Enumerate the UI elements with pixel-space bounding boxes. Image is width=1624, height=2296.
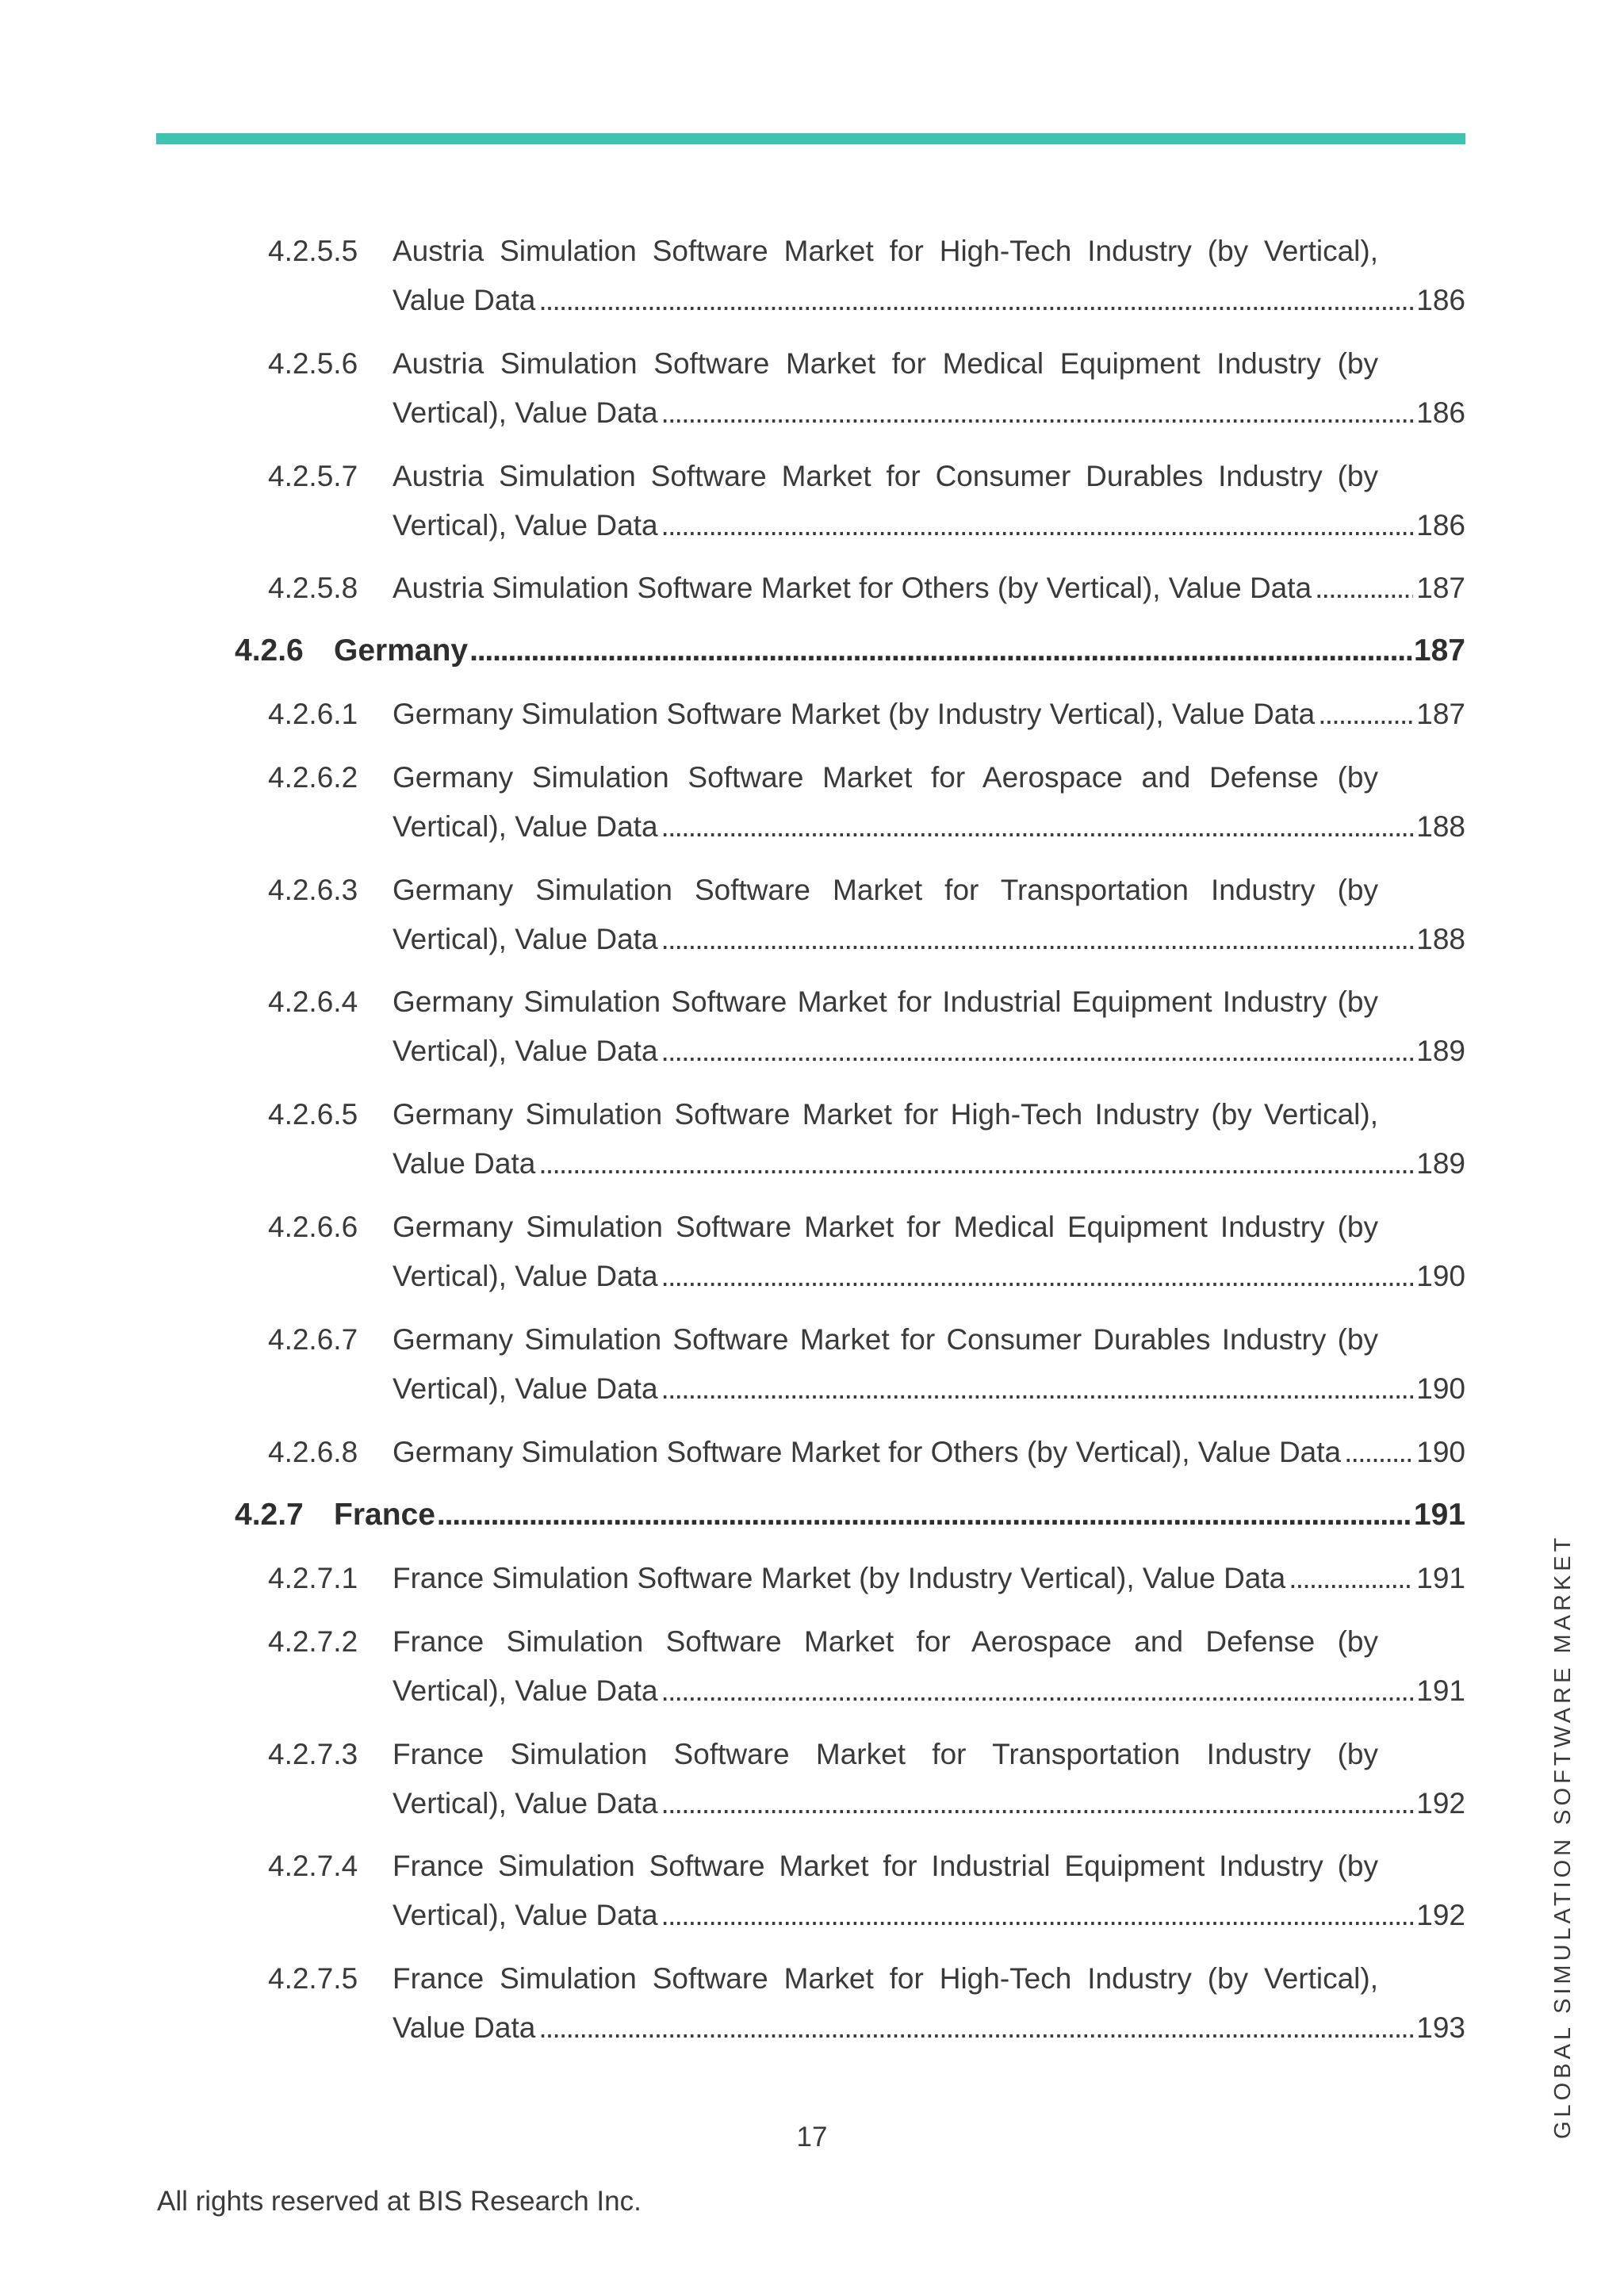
toc-entry-page: 186 bbox=[1416, 396, 1465, 429]
toc-entry-number: 4.2.6.3 bbox=[268, 874, 358, 906]
leader-dots bbox=[661, 388, 1414, 438]
toc-section-page: 191 bbox=[1413, 1498, 1465, 1532]
leader-dots bbox=[469, 626, 1412, 675]
toc-entry-title-line2: Vertical), Value Data bbox=[393, 1899, 658, 1931]
toc-entry-page: 192 bbox=[1416, 1899, 1465, 1931]
toc-entry-page: 193 bbox=[1416, 2011, 1465, 2044]
toc-entry-number: 4.2.5.5 bbox=[268, 235, 358, 267]
toc-entry-page: 186 bbox=[1416, 509, 1465, 541]
toc-entry-title-line2: Vertical), Value Data bbox=[393, 923, 658, 955]
toc-entry-page: 188 bbox=[1416, 923, 1465, 955]
toc-section-title: Germany bbox=[334, 633, 469, 668]
toc-entry-page: 191 bbox=[1416, 1674, 1465, 1707]
toc-entry-number: 4.2.7.3 bbox=[268, 1738, 358, 1770]
toc-section-page: 187 bbox=[1413, 633, 1465, 668]
toc-entry-title-line1: France Simulation Software Market for Transportation Industry (by bbox=[393, 1738, 1378, 1770]
toc-entry-title-line2: Value Data bbox=[393, 284, 536, 316]
toc-entry-number: 4.2.6.1 bbox=[268, 698, 358, 730]
toc-section-number: 4.2.6 bbox=[235, 633, 304, 668]
toc-entry-title-line2: Vertical), Value Data bbox=[393, 1035, 658, 1067]
toc-entry-number: 4.2.6.5 bbox=[268, 1098, 358, 1131]
toc-entry-title-line1: Germany Simulation Software Market for High-Tech Industry (by Vertical), bbox=[393, 1098, 1378, 1131]
side-running-title: GLOBAL SIMULATION SOFTWARE MARKET bbox=[1550, 1533, 1576, 2139]
toc-entry-number: 4.2.7.1 bbox=[268, 1562, 358, 1594]
leader-dots bbox=[661, 1252, 1414, 1301]
toc-entry-number: 4.2.5.6 bbox=[268, 347, 358, 380]
toc-entry-title-line2: Vertical), Value Data bbox=[393, 810, 658, 843]
toc-entry-number: 4.2.6.2 bbox=[268, 761, 358, 794]
toc-entry-page: 188 bbox=[1416, 810, 1465, 843]
leader-dots bbox=[661, 501, 1414, 550]
toc-entry-title-line1: Germany Simulation Software Market for Aerospace and Defense (by bbox=[393, 761, 1378, 794]
toc-entry-title-line2: Vertical), Value Data bbox=[393, 1260, 658, 1292]
toc-entry-title: France Simulation Software Market (by Industry Vertical), Value Data bbox=[393, 1562, 1286, 1594]
toc-entry-number: 4.2.6.8 bbox=[268, 1436, 358, 1468]
toc-entry-number: 4.2.6.7 bbox=[268, 1323, 358, 1356]
toc-entry-title-line1: Germany Simulation Software Market for Consumer Durables Industry (by bbox=[393, 1323, 1378, 1356]
leader-dots bbox=[661, 1027, 1414, 1076]
toc-entry-title-line2: Vertical), Value Data bbox=[393, 1787, 658, 1820]
toc-entry-title-line1: France Simulation Software Market for Aerospace and Defense (by bbox=[393, 1625, 1378, 1658]
toc-entry-title: Germany Simulation Software Market (by Industry Vertical), Value Data bbox=[393, 698, 1316, 730]
toc-entry-number: 4.2.5.8 bbox=[268, 572, 358, 604]
toc-entry-page: 192 bbox=[1416, 1787, 1465, 1820]
toc-entry-title-line2: Vertical), Value Data bbox=[393, 1674, 658, 1707]
toc-entry-number: 4.2.7.2 bbox=[268, 1625, 358, 1658]
toc-entry-number: 4.2.6.6 bbox=[268, 1211, 358, 1243]
toc-entry-title-line1: Germany Simulation Software Market for Medical Equipment Industry (by bbox=[393, 1211, 1378, 1243]
toc-entry-page: 189 bbox=[1416, 1035, 1465, 1067]
leader-dots bbox=[1315, 564, 1413, 613]
toc-entry-title-line2: Vertical), Value Data bbox=[393, 509, 658, 541]
leader-dots bbox=[1289, 1554, 1413, 1603]
toc-section-title: France bbox=[334, 1498, 435, 1532]
leader-dots bbox=[1344, 1428, 1413, 1477]
leader-dots bbox=[661, 1779, 1414, 1828]
leader-dots bbox=[661, 915, 1414, 964]
leader-dots bbox=[538, 1139, 1413, 1188]
toc-entry-page: 190 bbox=[1416, 1260, 1465, 1292]
toc-entry-page: 187 bbox=[1416, 572, 1465, 604]
leader-dots bbox=[661, 1364, 1414, 1414]
leader-dots bbox=[661, 1667, 1414, 1716]
toc-entry-page: 190 bbox=[1416, 1372, 1465, 1405]
toc-entry-number: 4.2.7.4 bbox=[268, 1850, 358, 1882]
toc-entry-number: 4.2.5.7 bbox=[268, 460, 358, 492]
toc-entry-title-line2: Value Data bbox=[393, 2011, 536, 2044]
toc-entry-title-line1: France Simulation Software Market for High-Tech Industry (by Vertical), bbox=[393, 1962, 1378, 1995]
toc-entry-title-line1: France Simulation Software Market for Industrial Equipment Industry (by bbox=[393, 1850, 1378, 1882]
leader-dots bbox=[538, 2003, 1413, 2053]
leader-dots bbox=[661, 1891, 1414, 1940]
toc-entry-title-line1: Germany Simulation Software Market for Industrial Equipment Industry (by bbox=[393, 985, 1378, 1018]
toc-entry-title: Austria Simulation Software Market for Others (by Vertical), Value Data bbox=[393, 572, 1312, 604]
toc-entry-number: 4.2.7.5 bbox=[268, 1962, 358, 1995]
leader-dots bbox=[437, 1490, 1412, 1540]
toc-entry-title-line1: Austria Simulation Software Market for Consumer Durables Industry (by bbox=[393, 460, 1378, 492]
toc-entry-page: 186 bbox=[1416, 284, 1465, 316]
toc-entry-number: 4.2.6.4 bbox=[268, 985, 358, 1018]
toc-entry-title-line1: Austria Simulation Software Market for High-Tech Industry (by Vertical), bbox=[393, 235, 1378, 267]
toc-entry-page: 190 bbox=[1416, 1436, 1465, 1468]
toc-section-number: 4.2.7 bbox=[235, 1498, 304, 1532]
toc-entry-title: Germany Simulation Software Market for Others (by Vertical), Value Data bbox=[393, 1436, 1342, 1468]
toc-entry-title-line2: Vertical), Value Data bbox=[393, 1372, 658, 1405]
leader-dots bbox=[661, 802, 1414, 851]
leader-dots bbox=[1318, 690, 1413, 739]
toc-entry-page: 191 bbox=[1416, 1562, 1465, 1594]
page-number: 17 bbox=[796, 2122, 828, 2152]
toc-entry-page: 187 bbox=[1416, 698, 1465, 730]
toc-entry-page: 189 bbox=[1416, 1147, 1465, 1180]
toc-section-heading[interactable] bbox=[235, 1490, 1465, 1540]
leader-dots bbox=[538, 276, 1413, 325]
toc-entry-title-line1: Austria Simulation Software Market for Medical Equipment Industry (by bbox=[393, 347, 1378, 380]
toc-entry-title-line2: Value Data bbox=[393, 1147, 536, 1180]
toc-section-heading[interactable] bbox=[235, 626, 1465, 675]
footer-copyright: All rights reserved at BIS Research Inc. bbox=[157, 2186, 642, 2217]
toc-entry-title-line2: Vertical), Value Data bbox=[393, 396, 658, 429]
header-accent-rule bbox=[156, 133, 1465, 144]
toc-entry-title-line1: Germany Simulation Software Market for Transportation Industry (by bbox=[393, 874, 1378, 906]
